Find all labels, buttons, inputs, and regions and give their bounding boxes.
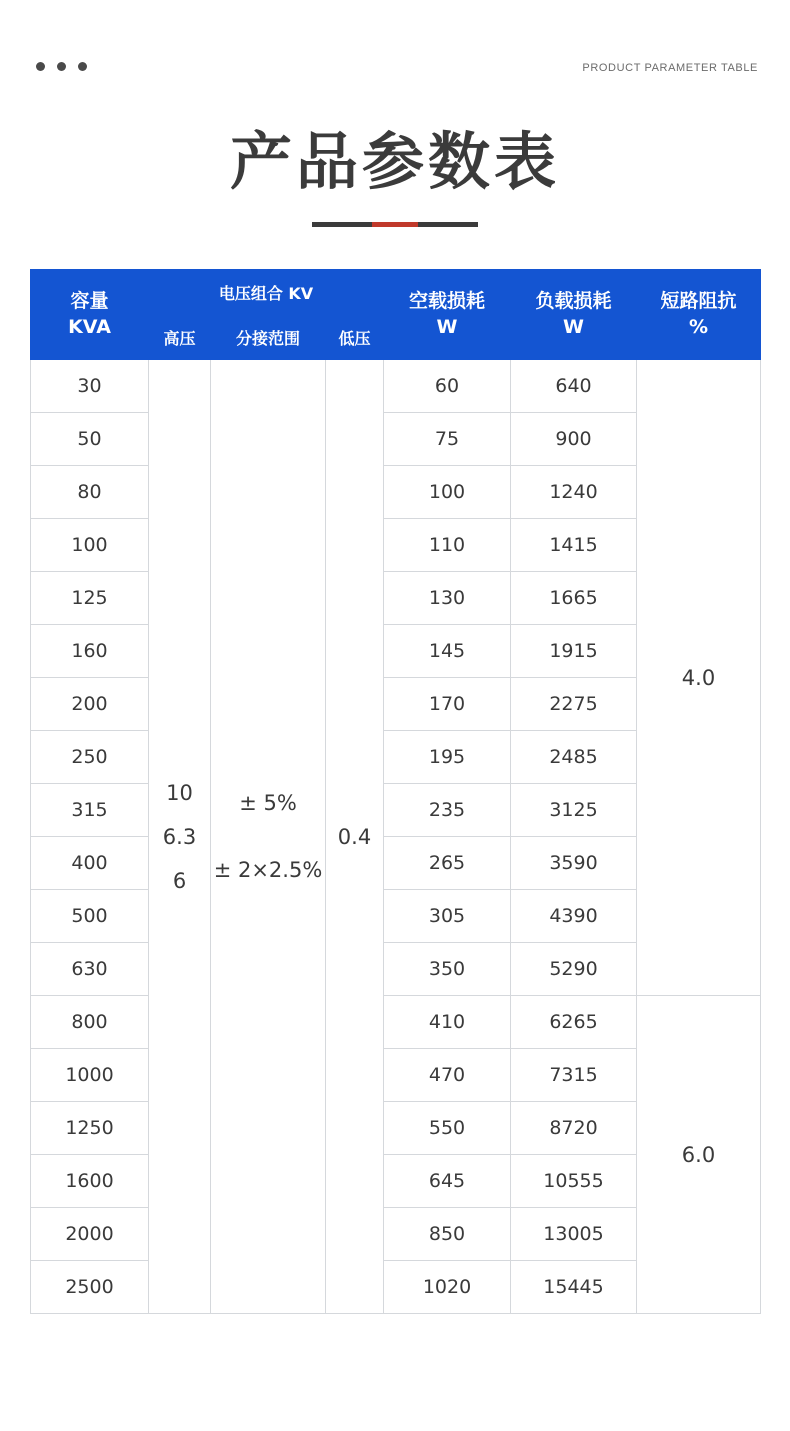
header-capacity	[31, 270, 149, 360]
cell-load-loss: 2485	[511, 731, 637, 784]
divider-accent-segment	[372, 222, 418, 227]
cell-load-loss: 5290	[511, 943, 637, 996]
cell-capacity: 400	[31, 837, 149, 890]
header-capacity-line2: KVA	[68, 315, 111, 338]
cell-no-load-loss: 130	[384, 572, 511, 625]
cell-load-loss: 6265	[511, 996, 637, 1049]
header-tap-range: 分接范围	[211, 315, 326, 360]
page-title: 产品参数表	[229, 125, 560, 198]
page-header	[0, 0, 790, 110]
cell-load-loss: 3125	[511, 784, 637, 837]
table-body	[31, 360, 761, 1314]
cell-load-loss: 13005	[511, 1208, 637, 1261]
divider-left-segment	[312, 222, 372, 227]
cell-load-loss: 1915	[511, 625, 637, 678]
cell-capacity: 30	[31, 360, 149, 413]
cell-load-loss: 1665	[511, 572, 637, 625]
header-no-load-loss-line2: W	[436, 315, 458, 338]
tap-range-value: ± 2×2.5%	[213, 857, 323, 882]
cell-no-load-loss: 550	[384, 1102, 511, 1155]
cell-capacity: 250	[31, 731, 149, 784]
cell-no-load-loss: 235	[384, 784, 511, 837]
cell-capacity: 630	[31, 943, 149, 996]
cell-capacity: 2500	[31, 1261, 149, 1314]
cell-capacity: 1250	[31, 1102, 149, 1155]
cell-no-load-loss: 470	[384, 1049, 511, 1102]
cell-no-load-loss: 850	[384, 1208, 511, 1261]
header-capacity-line1: 容量	[70, 290, 109, 313]
cell-load-loss: 8720	[511, 1102, 637, 1155]
header-impedance-line1: 短路阻抗	[660, 290, 737, 313]
tap-range-value: ± 5%	[239, 790, 297, 815]
cell-capacity: 1000	[31, 1049, 149, 1102]
title-divider	[312, 222, 478, 227]
cell-capacity: 500	[31, 890, 149, 943]
cell-capacity: 2000	[31, 1208, 149, 1261]
title-block	[0, 125, 790, 227]
cell-load-loss: 1415	[511, 519, 637, 572]
cell-load-loss: 10555	[511, 1155, 637, 1208]
cell-impedance-merged-bottom: 6.0	[637, 996, 761, 1314]
cell-no-load-loss: 75	[384, 413, 511, 466]
cell-capacity: 315	[31, 784, 149, 837]
cell-load-loss: 640	[511, 360, 637, 413]
cell-no-load-loss: 410	[384, 996, 511, 1049]
cell-no-load-loss: 265	[384, 837, 511, 890]
header-eyebrow-text: PRODUCT PARAMETER TABLE	[582, 62, 758, 74]
cell-no-load-loss: 645	[384, 1155, 511, 1208]
cell-capacity: 1600	[31, 1155, 149, 1208]
cell-capacity: 50	[31, 413, 149, 466]
table-header-row-1	[31, 270, 761, 315]
header-load-loss-line2: W	[563, 315, 584, 338]
cell-load-loss: 7315	[511, 1049, 637, 1102]
header-no-load-loss-line1: 空载损耗	[408, 290, 485, 313]
header-hv: 高压	[149, 315, 211, 360]
cell-load-loss: 4390	[511, 890, 637, 943]
cell-capacity: 125	[31, 572, 149, 625]
cell-load-loss: 900	[511, 413, 637, 466]
cell-capacity: 80	[31, 466, 149, 519]
cell-load-loss: 3590	[511, 837, 637, 890]
three-dots-icon	[36, 62, 87, 71]
cell-hv-merged	[149, 360, 211, 1314]
cell-no-load-loss: 100	[384, 466, 511, 519]
header-load-loss-line1: 负载损耗	[535, 290, 612, 313]
cell-no-load-loss: 145	[384, 625, 511, 678]
header-impedance	[637, 270, 761, 360]
cell-capacity: 800	[31, 996, 149, 1049]
table-row	[31, 996, 761, 1049]
header-voltage-group: 电压组合 KV	[149, 270, 384, 315]
cell-no-load-loss: 110	[384, 519, 511, 572]
table-row	[31, 360, 761, 413]
cell-impedance-merged-top: 4.0	[637, 360, 761, 996]
product-parameter-table	[30, 269, 761, 1314]
cell-capacity: 200	[31, 678, 149, 731]
hv-value: 6	[172, 868, 187, 893]
cell-no-load-loss: 170	[384, 678, 511, 731]
divider-right-segment	[418, 222, 478, 227]
cell-capacity: 100	[31, 519, 149, 572]
cell-lv-merged: 0.4	[326, 360, 384, 1314]
header-no-load-loss	[384, 270, 511, 360]
cell-load-loss: 15445	[511, 1261, 637, 1314]
cell-no-load-loss: 195	[384, 731, 511, 784]
header-load-loss	[511, 270, 637, 360]
hv-value: 10	[166, 780, 193, 805]
cell-no-load-loss: 60	[384, 360, 511, 413]
cell-load-loss: 1240	[511, 466, 637, 519]
cell-tap-range-merged	[211, 360, 326, 1314]
header-lv: 低压	[326, 315, 384, 360]
hv-value: 6.3	[162, 824, 197, 849]
table-head	[31, 270, 761, 360]
parameter-table-wrapper	[30, 269, 760, 1314]
header-impedance-line2: %	[688, 315, 709, 338]
cell-load-loss: 2275	[511, 678, 637, 731]
cell-capacity: 160	[31, 625, 149, 678]
cell-no-load-loss: 305	[384, 890, 511, 943]
cell-no-load-loss: 350	[384, 943, 511, 996]
cell-no-load-loss: 1020	[384, 1261, 511, 1314]
